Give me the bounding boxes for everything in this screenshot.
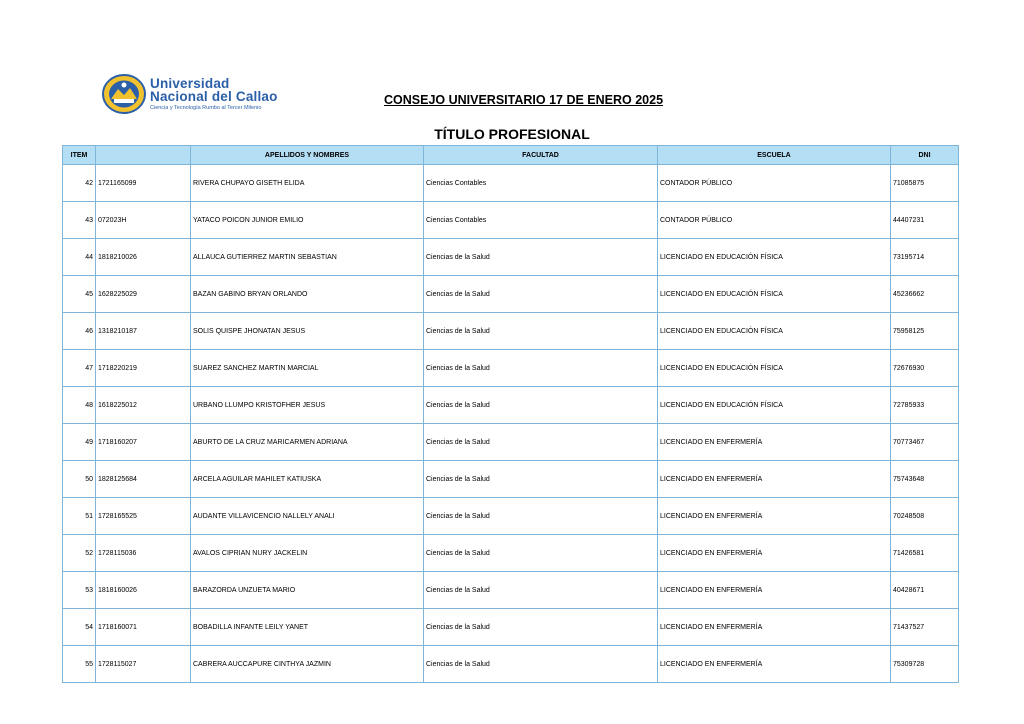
cell-item: 42	[63, 165, 96, 202]
cell-dni: 72785933	[891, 387, 959, 424]
cell-dni: 70248508	[891, 498, 959, 535]
cell-code: 1818160026	[96, 572, 191, 609]
cell-code: 1728115027	[96, 646, 191, 683]
cell-dni: 75309728	[891, 646, 959, 683]
cell-school: LICENCIADO EN EDUCACIÓN FÍSICA	[658, 276, 891, 313]
cell-code: 1818210026	[96, 239, 191, 276]
cell-faculty: Ciencias de la Salud	[424, 498, 658, 535]
cell-school: LICENCIADO EN ENFERMERÍA	[658, 572, 891, 609]
cell-name: BAZAN GABINO BRYAN ORLANDO	[191, 276, 424, 313]
cell-dni: 71085875	[891, 165, 959, 202]
cell-item: 53	[63, 572, 96, 609]
table-row	[63, 646, 959, 683]
page-title: TÍTULO PROFESIONAL	[434, 126, 590, 142]
cell-faculty: Ciencias de la Salud	[424, 350, 658, 387]
cell-school: LICENCIADO EN ENFERMERÍA	[658, 424, 891, 461]
cell-code: 1718160207	[96, 424, 191, 461]
cell-item: 55	[63, 646, 96, 683]
cell-name: SOLIS QUISPE JHONATAN JESUS	[191, 313, 424, 350]
cell-item: 51	[63, 498, 96, 535]
cell-code: 1728165525	[96, 498, 191, 535]
cell-faculty: Ciencias de la Salud	[424, 239, 658, 276]
university-seal-icon	[101, 74, 147, 114]
cell-item: 50	[63, 461, 96, 498]
cell-school: LICENCIADO EN EDUCACIÓN FÍSICA	[658, 387, 891, 424]
cell-name: ABURTO DE LA CRUZ MARICARMEN ADRIANA	[191, 424, 424, 461]
table-row	[63, 572, 959, 609]
cell-faculty: Ciencias de la Salud	[424, 424, 658, 461]
cell-dni: 44407231	[891, 202, 959, 239]
cell-school: LICENCIADO EN ENFERMERÍA	[658, 646, 891, 683]
cell-code: 1318210187	[96, 313, 191, 350]
cell-school: LICENCIADO EN EDUCACIÓN FÍSICA	[658, 350, 891, 387]
cell-name: ARCELA AGUILAR MAHILET KATIUSKA	[191, 461, 424, 498]
cell-dni: 72676930	[891, 350, 959, 387]
table-header-row	[63, 146, 959, 165]
cell-code: 1618225012	[96, 387, 191, 424]
cell-faculty: Ciencias Contables	[424, 202, 658, 239]
cell-faculty: Ciencias de la Salud	[424, 535, 658, 572]
cell-name: SUAREZ SANCHEZ MARTIN MARCIAL	[191, 350, 424, 387]
cell-name: RIVERA CHUPAYO GISETH ELIDA	[191, 165, 424, 202]
cell-school: CONTADOR PÚBLICO	[658, 202, 891, 239]
cell-school: LICENCIADO EN ENFERMERÍA	[658, 498, 891, 535]
table-row	[63, 350, 959, 387]
cell-name: AUDANTE VILLAVICENCIO NALLELY ANALI	[191, 498, 424, 535]
table-row	[63, 424, 959, 461]
cell-faculty: Ciencias de la Salud	[424, 276, 658, 313]
cell-faculty: Ciencias Contables	[424, 165, 658, 202]
cell-code: 1628225029	[96, 276, 191, 313]
cell-school: CONTADOR PÚBLICO	[658, 165, 891, 202]
cell-code: 1721165099	[96, 165, 191, 202]
cell-item: 54	[63, 609, 96, 646]
cell-item: 49	[63, 424, 96, 461]
header-code	[96, 146, 191, 165]
table-row	[63, 276, 959, 313]
cell-dni: 75743648	[891, 461, 959, 498]
cell-code: 1828125684	[96, 461, 191, 498]
cell-faculty: Ciencias de la Salud	[424, 646, 658, 683]
cell-item: 52	[63, 535, 96, 572]
cell-faculty: Ciencias de la Salud	[424, 609, 658, 646]
cell-item: 44	[63, 239, 96, 276]
cell-dni: 73195714	[891, 239, 959, 276]
table-row	[63, 609, 959, 646]
cell-dni: 71437527	[891, 609, 959, 646]
cell-name: ALLAUCA GUTIERREZ MARTIN SEBASTIAN	[191, 239, 424, 276]
table-row	[63, 313, 959, 350]
cell-code: 072023H	[96, 202, 191, 239]
cell-code: 1728115036	[96, 535, 191, 572]
cell-faculty: Ciencias de la Salud	[424, 387, 658, 424]
cell-dni: 75958125	[891, 313, 959, 350]
cell-name: URBANO LLUMPO KRISTOFHER JESUS	[191, 387, 424, 424]
cell-name: YATACO POICON JUNIOR EMILIO	[191, 202, 424, 239]
cell-faculty: Ciencias de la Salud	[424, 572, 658, 609]
cell-item: 45	[63, 276, 96, 313]
cell-item: 46	[63, 313, 96, 350]
table-row	[63, 387, 959, 424]
cell-item: 48	[63, 387, 96, 424]
cell-item: 47	[63, 350, 96, 387]
cell-faculty: Ciencias de la Salud	[424, 313, 658, 350]
table-row	[63, 165, 959, 202]
table-row	[63, 202, 959, 239]
table-row	[63, 239, 959, 276]
table-row	[63, 535, 959, 572]
cell-item: 43	[63, 202, 96, 239]
cell-school: LICENCIADO EN EDUCACIÓN FÍSICA	[658, 239, 891, 276]
cell-faculty: Ciencias de la Salud	[424, 461, 658, 498]
header-school: ESCUELA	[658, 146, 891, 165]
table-row	[63, 498, 959, 535]
cell-code: 1718160071	[96, 609, 191, 646]
cell-school: LICENCIADO EN ENFERMERÍA	[658, 461, 891, 498]
cell-school: LICENCIADO EN ENFERMERÍA	[658, 609, 891, 646]
cell-name: BARAZORDA UNZUETA MARIO	[191, 572, 424, 609]
header-item: ITEM	[63, 146, 96, 165]
council-session-title: CONSEJO UNIVERSITARIO 17 DE ENERO 2025	[384, 93, 664, 107]
logo-university-name: Nacional del Callao	[150, 89, 278, 105]
cell-name: BOBADILLA INFANTE LEILY YANET	[191, 609, 424, 646]
university-logo	[101, 74, 278, 114]
header-faculty: FACULTAD	[424, 146, 658, 165]
cell-school: LICENCIADO EN ENFERMERÍA	[658, 535, 891, 572]
table-row	[63, 461, 959, 498]
cell-name: AVALOS CIPRIAN NURY JACKELIN	[191, 535, 424, 572]
cell-name: CABRERA AUCCAPURE CINTHYA JAZMIN	[191, 646, 424, 683]
header-name: APELLIDOS Y NOMBRES	[191, 146, 424, 165]
cell-dni: 70773467	[891, 424, 959, 461]
cell-dni: 71426581	[891, 535, 959, 572]
cell-dni: 40428671	[891, 572, 959, 609]
cell-school: LICENCIADO EN EDUCACIÓN FÍSICA	[658, 313, 891, 350]
graduates-table	[62, 145, 959, 683]
cell-dni: 45236662	[891, 276, 959, 313]
logo-tagline: Ciencia y Tecnología Rumbo al Tercer Milenio	[150, 104, 262, 111]
logo-university-word: Universidad	[150, 75, 230, 91]
header-dni: DNI	[891, 146, 959, 165]
cell-code: 1718220219	[96, 350, 191, 387]
